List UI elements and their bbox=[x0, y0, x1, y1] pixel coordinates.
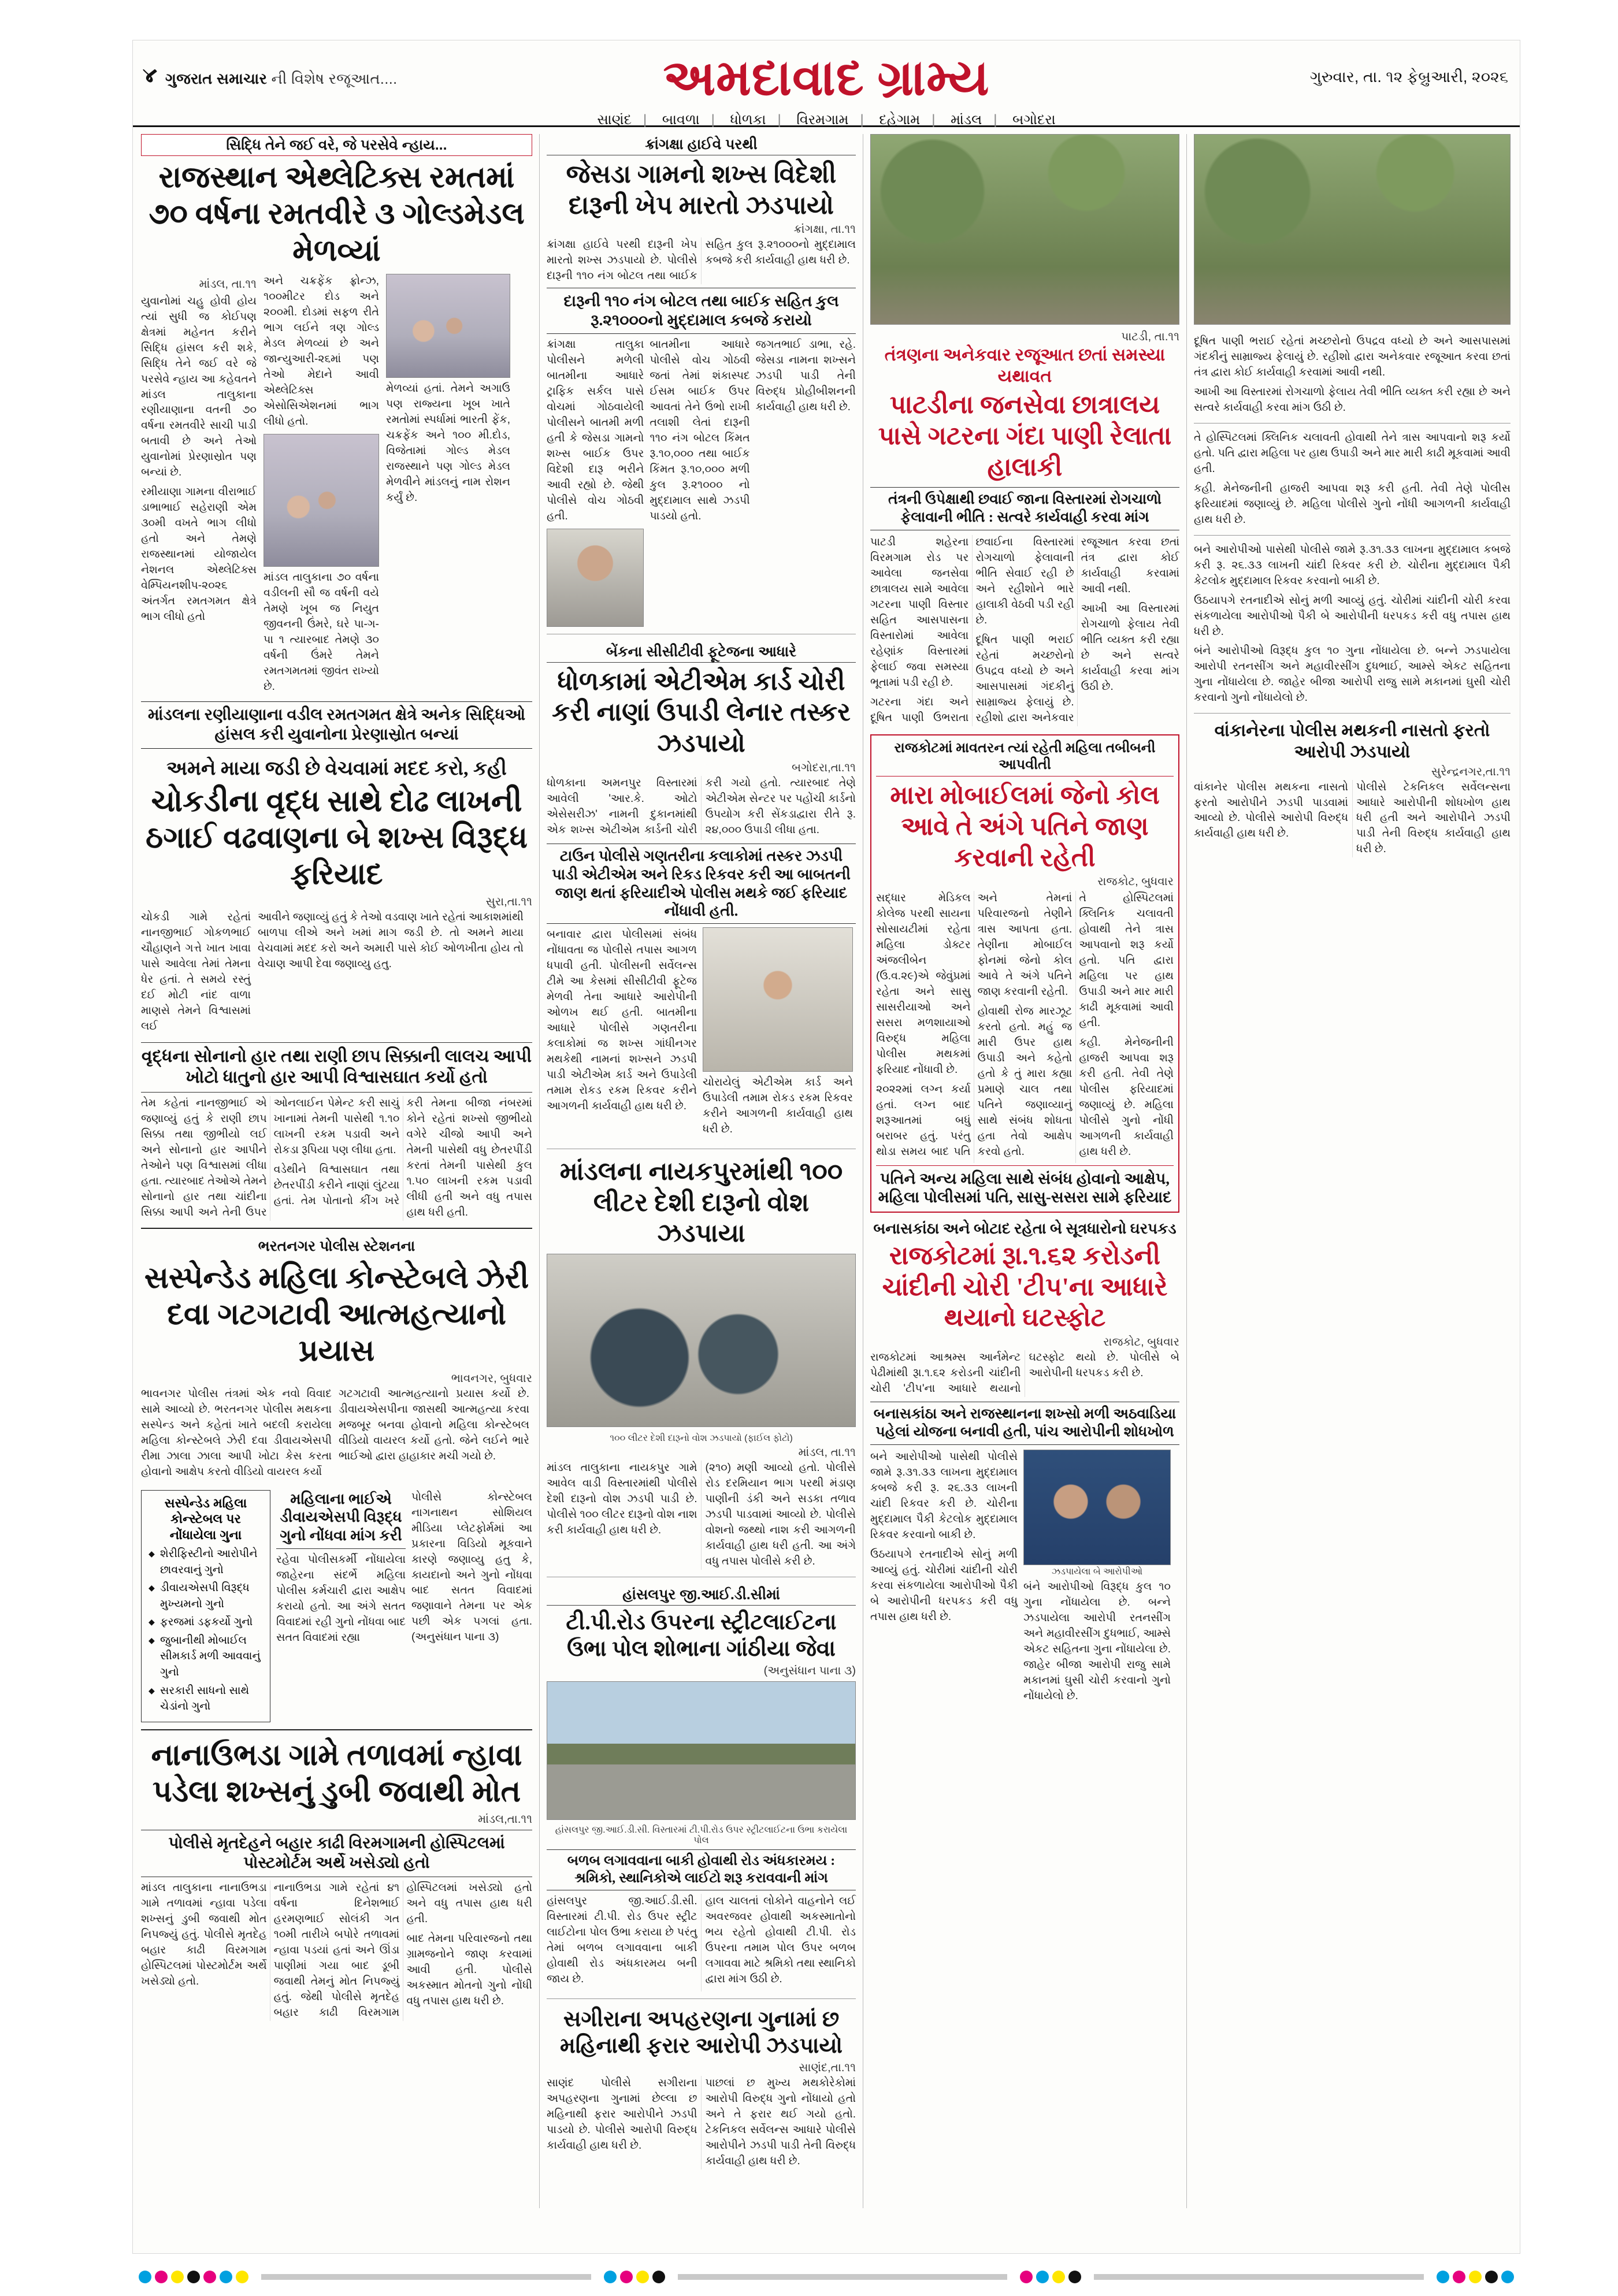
color-dots-mid2 bbox=[1020, 2271, 1081, 2283]
article-athletics bbox=[141, 134, 532, 749]
article-streetlight-p2: હાલ ચાલતાં લોકોને વાહનોને લઈ અવરજવર હોવાથી અકસ્માતોનો ભય રહેતો હોવાથી ટી.પી. રોડ ઉપરના તમામ પોલ ઉપર બળબ લગાવવા માટે શ્રમિકો તથા સ્થાનિકો દ્વારા માંગ ઉઠી છે. bbox=[705, 1894, 856, 1985]
article-streetlight-byline: (અનુસંધાન પાના ૩) bbox=[763, 1665, 856, 1678]
masthead-brand-rest: ની વિશેષ રજૂઆત.... bbox=[267, 70, 398, 87]
article-fraud-p2: આવીને જણાવ્યું હતું કે તેઓ વડવાણ ખાતે રહેતાં આકાશમાંથી બાળપા લીએ અને ખમાં માગ જડી છે. તો અમને માયા વેચવામાં મદદ કરો અને અમારી પાસે કોઈ ઓળખીતા હોય તો વેચાણ આપી દેવા જણાવ્યુ હતુ. bbox=[258, 911, 524, 970]
article-rajkotwoman-headline: મારા મોબાઈલમાં જેનો કોલ આવે તે અંગે પતિને જાણ કરવાની રહેતી bbox=[890, 781, 1160, 872]
article-vankaner-headline: વાંકાનેરના પોલીસ મથકની નાસતો ફરતો આરોપી ઝડપાયો bbox=[1214, 721, 1490, 761]
article-drowning-subhead: પોલીસે મૃતદેહને બહાર કાઢી વિરમગામની હોસ્પિટલમાં પોસ્ટમોર્ટમ અર્થે ખસેડ્યો હતો bbox=[141, 1830, 532, 1877]
article-silver-cont-p3: બંને આરોપીઓ વિરૂદ્ધ કુલ ૧૦ ગુના નોંધાયેલા છે. બન્ને ઝડપાયેલા આરોપી રતનસીંગ અને મહાવીરસીંગ દુધભાઈ, આમ્સે એકટ સહિતના ગુના નોંધાયેલા છે. જાહેર બીજા આરોપી રાજુ સામે મકાનમાં ઘુસી ચોરી કરવાનો ગુનો નોંધાયેલો છે. bbox=[1194, 645, 1511, 704]
hostel-photo-2 bbox=[1194, 134, 1511, 325]
article-hostel-headline: પાટડીના જનસેવા છાત્રાલય પાસે ગટરના ગંદા પાણી રેલાતા હાલાકી bbox=[878, 391, 1172, 481]
article-constable-p3: પોલીસે કોન્સ્ટેબલ નાગનાથન સોશિયલ મીડિયા પ્લેટફોર્મમાં આ પ્રકારના વિડિયો મૂકવાને કારણે જણાવ્યુ હતુ કે, કાયદાનો અને ગુનો નોંધવા બાદ સતત વિવાદમાં જણાવાને તેમના પર એક પછી એક પગલાં હતા. (અનુસંધાન પાના ૩) bbox=[411, 1491, 532, 1644]
article-liquorwash-p1: માંડલ તાલુકાના નાયકપુર ગામે આવેલ વાડી વિસ્તારમાંથી પોલીસે દેશી દારૂનો વોશ ઝડપી પાડી છે. પોલીસે ૧૦૦ લીટર દારૂનો વોશ નાશ કરી કાર્યવાહી હાથ ધરી છે. bbox=[547, 1461, 697, 1536]
article-highway-subhead: દારૂની ૧૧૦ નંગ બોટલ તથા બાઈક સહિત કુલ રૂ.૨૧૦૦૦નો મુદ્દામાલ કબજે કરાયો bbox=[547, 288, 856, 334]
charge-item: ◆ સરકારી સાધનો સાથે ચેડાંનો ગુનો bbox=[160, 1683, 264, 1715]
article-athletics-p2: રમીયાણા ગામના વીરાભાઈ ડાભાભાઈ સહેરાણી એમ ૩૦મી વખતે ભાગ લીધો હતો અને તેમણે રાજસ્થાનમાં યોજાયેલ નેશનલ એથ્લેટિક્સ વેમ્પિયનશીપ-૨૦૨૬ અંતર્ગત રમતગમત ક્ષેત્રે ભાગ લીધો હતો bbox=[141, 486, 257, 623]
charge-item: ◆ જુબાનીથી મોબાઈલ સીમકાર્ડ મળી આવવાનું ગુનો bbox=[160, 1633, 264, 1681]
charge-item: ◆ ડીવાયએસપી વિરૂદ્ધ મુખ્યમનો ગુનો bbox=[160, 1580, 264, 1612]
article-atm-byline: બગોદરા,તા.૧૧ bbox=[792, 761, 856, 774]
article-silver-byline: રાજકોટ, બુધવાર bbox=[1103, 1336, 1179, 1349]
article-silver-cont bbox=[1194, 543, 1511, 707]
divider-6 bbox=[547, 1998, 856, 1999]
article-hostel-cont bbox=[1194, 334, 1511, 416]
town-0: સાણંદ bbox=[597, 112, 632, 128]
color-dots-mid bbox=[604, 2271, 665, 2283]
article-hostel-kicker: તંત્રણના અનેકવાર રજૂઆત છતાં સમસ્યા યથાવત bbox=[884, 345, 1166, 386]
article-fraud-p1: ચોકડી ગામે રહેતાં નાનજીભાઈ ગોકળભાઈ ચૌહાણને ગત્તે ખાત ખાવા પાસે આવેલા તેમાં તેમના ધેર હતાં. તે સમયે રસ્તું દઈ મોટી નાંદ વાળા માણસે તેમને વિશ્વાસમાં લઈ bbox=[141, 911, 251, 1032]
article-rajkotwoman-kicker: રાજકોટમાં માવતરન ત્યાં રહેતી મહિલા તબીબની આપવીતી bbox=[876, 740, 1174, 777]
article-fraud-p4: વડેથીને વિશ્વાસઘાત તથા છેતરપીંડી કરીને નાણાં લુંટયા હતાં. તેમ પોતાનો કીંગ ખરે કરી તેમના બીજા નંબરમાં કોને રહેતાં શખ્સો જીભીયો વગેરે ચીજો આપી અને તેમની પાસેથી વધુ છેતરપીંડી કરતાં તેમની પાસેથી કુલ ૧.૫૦ લાખની રકમ પડાવી લીધી હતી અને વધુ તપાસ હાથ ધરી હતી. bbox=[273, 1097, 532, 1218]
article-liquorwash-photo-caption: ૧૦૦ લીટર દેશી દારૂનો વોશ ઝડપાયો (ફાઈલ ફોટો) bbox=[610, 1433, 793, 1443]
article-highway-kicker: ક્રાંગક્ષા હાઈવે પરથી bbox=[547, 134, 856, 155]
article-athletics-p4: માંડલ તાલુકાના ૭૦ વર્ષના વડીલની સૌ જ વર્ષની વયે તેમણે ખૂબ જ નિયુત જીવનની ઉંમરે, ઘરે પા-ગ-પા ૧ ત્યારબાદ તેમણે ૩૦ વર્ષની ઉંમરે તેમને રમતગમતમાં જીવંત રાખ્યો છે. bbox=[264, 571, 379, 693]
article-silver-photo-caption: ઝડપાયેલા બે આરોપીઓ bbox=[1051, 1567, 1143, 1577]
registration-color-bar bbox=[139, 2269, 1514, 2284]
article-silver-p2: બને આરોપીઓ પાસેથી પોલીસે જામે રૂ.૩૧.૩૩ લાખના મુદ્દામાલ કબજે કરી રૂ. ૨૬.૩૩ લાખની ચાંદી રિકવર કરી છે. ચોરીના મુદ્દામાલ પૈકી કેટલોક મુદ્દામાલ રિકવર કરવાનો બાકી છે. bbox=[870, 1451, 1018, 1541]
divider-2 bbox=[141, 1729, 532, 1730]
article-highway-p4: જગતભાઈ ડાભા, રહે. જેસડા નામના શખ્સને ઝડપી પાડી તેની વિરુદ્ધ પ્રોહીબીશનની કાર્યવાહી હાથ ધરી છે. bbox=[755, 339, 856, 413]
article-athletics-p3: અને ચક્રફેંક ફ્રોન્ઝ, ૧૦૦મીટર દોડ અને ૨૦૦મી. દોડમાં સફળ રીતે ભાગ લઈને ત્રણ ગોલ્ડ મેડલ મેળવ્યાં છે અને જાન્યુઆરી-૨૬માં પણ તેઓ મેદાને આવી એથ્લેટિક્સ એસોસિએશનમાં ભાગ લીધો હતો. bbox=[264, 275, 379, 428]
article-highway-liquor bbox=[547, 134, 856, 627]
article-hostel-cont-p2: આખી આ વિસ્તારમાં રોગચાળો ફેલાય તેવી ભીતિ વ્યક્ત કરી રહ્યા છે અને સત્વરે કાર્યવાહી કરવા માંગ ઉઠી છે. bbox=[1194, 385, 1511, 414]
masthead-left bbox=[143, 62, 397, 90]
article-drowning-byline: માંડલ,તા.૧૧ bbox=[478, 1812, 532, 1826]
article-silver-p1: રાજકોટમાં આશ્રમ્સ આર્નમેન્ટ પેઢીમાંથી રૂા.૧.૬૨ કરોડની ચાંદીની ચોરી 'ટીપ'ના આધારે થયાનો ઘટસ્ફોટ થયો છે. પોલીસે બે આરોપીની ધરપકડ કરી છે. bbox=[870, 1351, 1179, 1395]
article-fraud bbox=[141, 757, 532, 1220]
content-grid bbox=[133, 128, 1520, 2208]
article-atm-theft bbox=[547, 641, 856, 1142]
article-rajkotwoman-p5: કહી. મેનેજનીની હાજરી આપવા શરૂ કરી હતી. તેવી તેણે પોલીસ ફરિયાદમાં જણાવ્યું છે. મહિલા પોલીસે ગુનો નોંધી આગળની કાર્યવાહી હાથ ધરી છે. bbox=[1079, 1036, 1174, 1158]
article-athletics-kicker: સિદ્ધિ તેને જઈ વરે, જે પરસેવે ન્હાય... bbox=[141, 134, 532, 156]
article-fraud-headline: ચોકડીના વૃદ્ધ સાથે દોઢ લાખની ઠગાઈ વઢવાણના બે શખ્સ વિરૂદ્ધ ફરિયાદ bbox=[146, 785, 528, 891]
article-silver-headline: રાજકોટમાં રૂા.૧.૬૨ કરોડની ચાંદીની ચોરી 'ટીપ'ના આધારે થયાનો ઘટસ્ફોટ bbox=[882, 1242, 1168, 1332]
masthead-subtitle bbox=[165, 70, 397, 88]
article-vankaner-byline: સુરેન્દ્રનગર,તા.૧૧ bbox=[1431, 765, 1511, 778]
column-2 bbox=[540, 134, 863, 2208]
article-hostel-cont-p1: દૂષિત પાણી ભરાઈ રહેતાં મચ્છરોનો ઉપદ્રવ વધ્યો છે અને આસપાસમાં ગંદકીનું સામ્રાજ્ય ફેલાયું છે. રહીશો દ્વારા અનેકવાર રજૂઆત કરવા છતાં તંત્ર દ્વારા કોઈ કાર્યવાહી કરવામાં આવી નથી. bbox=[1194, 335, 1511, 378]
article-drowning-p1: માંડલ તાલુકાના નાનાઉભડા ગામે તળાવમાં ન્હાવા પડેલા શખ્સનું ડુબી જવાથી મોત નિપજ્યું હતું. પોલીસે મૃતદેહ બહાર કાઢી વિરમગામ હોસ્પિટલમાં પોસ્ટમોર્ટમ અર્થે ખસેડ્યો હતો. bbox=[141, 1881, 267, 1987]
article-rajkotwoman-p3: હોવાથી રોજ મારઝૂટ કરતો હતો. મહું જ મારી ઉપર હાથ ઉપાડી અને કહેતો હતો કે તું મારા કહ્યા પ્રમાણે ચાલ તથા પતિને જણાવ્યાનું સાથે સંબંધ શોધતા હતા તેવો આક્ષેપ કરવો હતો. bbox=[977, 1005, 1073, 1158]
article-atm-headline: ધોળકામાં એટીએમ કાર્ડ ચોરી કરી નાણાં ઉપાડી લેનાર તસ્કર ઝડપાયો bbox=[552, 667, 851, 758]
article-fraud-subhead: વૃદ્ધના સોનાનો હાર તથા રાણી છાપ સિક્કાની લાલચ આપી ખોટો ધાતુનો હાર આપી વિશ્વાસઘાત કર્યો હતો bbox=[141, 1042, 532, 1093]
article-highway-headline: જેસડા ગામનો શખ્સ વિદેશી દારૂની ખેપ મારતો ઝડપાયો bbox=[566, 160, 837, 220]
article-athletics-photo bbox=[264, 434, 379, 567]
town-2: ધોળકા bbox=[730, 112, 766, 128]
column-4 bbox=[1187, 134, 1511, 2208]
article-athletics-photo-2 bbox=[386, 274, 510, 378]
article-liquorwash-byline: માંડલ, તા.૧૧ bbox=[798, 1446, 856, 1459]
article-atm-p4: ચોરાયેલું એટીએમ કાર્ડ અને ઉપાડેલી તમામ રોકડ રકમ રિકવર કરીને આગળની કાર્યવાહી હાથ ધરી છે. bbox=[703, 1076, 853, 1135]
article-hostel-p3: દૂષિત પાણી ભરાઈ રહેતાં મચ્છરોનો ઉપદ્રવ વધ્યો છે અને આસપાસમાં ગંદકીનું સામ્રાજ્ય ફેલાયું છે. રહીશો દ્વારા અનેકવાર રજૂઆત કરવા છતાં તંત્ર દ્વારા કોઈ કાર્યવાહી કરવામાં આવી નથી. bbox=[975, 536, 1179, 724]
masthead bbox=[133, 40, 1520, 127]
page-number: ४ bbox=[143, 63, 160, 89]
article-liquorwash-headline: માંડલના નાયકપુરમાંથી ૧૦૦ લીટર દેશી દારૂનો વોશ ઝડપાયા bbox=[559, 1157, 843, 1248]
article-silver-subhead: બનાસકાંઠા અને રાજસ્થાનના શખ્સો મળી અઠવાડિયા પહેલાં યોજના બનાવી હતી, પાંચ આરોપીની શોધખોળ bbox=[870, 1402, 1179, 1445]
article-constable-charges-box bbox=[141, 1490, 270, 1722]
article-fraud-kicker: અમને માયા જડી છે વેચવામાં મદદ કરો, કહી bbox=[166, 758, 507, 780]
color-dots-right bbox=[1437, 2271, 1514, 2283]
article-atm-subhead: ટાઉન પોલીસે ગણતરીના કલાકોમાં તસ્કર ઝડપી પાડી એટીએમ અને રિકડ રિકવર કરી આ બાબતની જાણ થતાં ફરિયાદીએ પોલીસ મથકે જઈ ફરિયાદ નોંધાવી હતી. bbox=[547, 844, 856, 924]
article-drowning-headline: નાનાઉભડા ગામે તળાવમાં ન્હાવા પડેલા શખ્સનું ડુબી જવાથી મોત bbox=[151, 1738, 522, 1809]
article-rajkotwoman-cont bbox=[1194, 430, 1511, 528]
article-hostel-p1: પાટડી શહેરના વિરમગામ રોડ પર આવેલા જનસેવા છાત્રાલય સામે આવેલા ગટરના પાણી વિસ્તાર સહિત આસપાસના વિસ્તારોમાં આવેલા રહેણાંક વિસ્તારમાં ફેલાઈ જવા સમસ્યા ભૂતામાં પડી રહી છે. bbox=[870, 536, 969, 689]
article-fraud-byline: સુરા,તા.૧૧ bbox=[485, 895, 532, 908]
charge-item: ◆ શેરીફિસ્ટીનો આરોપીને છાવરવાનું ગુનો bbox=[160, 1546, 264, 1578]
article-athletics-byline: માંડલ, તા.૧૧ bbox=[199, 278, 257, 291]
article-constable-p2: ગટગટાવી આત્મહત્યાનો પ્રયાસ કર્યો છે. ડીવાયએસપીના જાસથી આત્મહત્યા કરવા મજબૂર બનવા હોવાનો મહિલા કોન્સ્ટેબલ વીડિયો વાયરલ કર્યો હતો. જેને લઈને ભારે ભાઈઓ દ્વારા હાહાકાર મચી ગયો છે. bbox=[339, 1387, 529, 1462]
article-liquorwash-p2: (૨૧૦) મણી આવ્યો હતો. પોલીસે રોડ દરમિયાન ભાગ પરથી મંડાણ પાણીની ડંકી અને સડકા તળાવ ઝડપી પાડવામાં આવ્યો છે. પોલીસે વોશનો જથ્થો નાશ કરી આગળની કાર્યવાહી હાથ ધરી હતી. આ અંગે વધુ તપાસ પોલીસે કરી છે. bbox=[705, 1461, 856, 1567]
charges-box-title: સસ્પેન્ડેડ મહિલા કોન્સ્ટેબલ પર નોંધાયેલા ગુના bbox=[164, 1495, 247, 1542]
issue-date: ગુરુવાર, તા. ૧૨ ફેબ્રુઆરી, ૨૦૨૬ bbox=[1309, 68, 1508, 86]
article-silver-photo bbox=[1023, 1450, 1171, 1565]
article-rajkot-woman bbox=[870, 734, 1179, 1213]
article-atm-p3: બનાવાર દ્વારા પોલીસમાં સંબંધ નોંધાવતા જ પોલીસે તપાસ આગળ ધપાવી હતી. પોલીસની સર્વેલન્સ ટીમે આ કેસમાં સીસીટીવી ફૂટેજ મેળવી તેના આધારે આરોપીની ઓળખ થઈ હતી. બાતમીના આધારે પોલીસે ગણતરીના કલાકોમાં જ શખ્સ ગાંધીનગર મથકેથી નામનાં શખ્સને ઝડપી પાડી એટીએમ કાર્ડ અને ઉપાડેલી તમામ રોકડ રકમ રિકવર કરીને આગળની કાર્યવાહી હાથ ધરી છે. bbox=[547, 928, 697, 1112]
article-hostel-subhead: તંત્રની ઉપેક્ષાથી છવાઈ જાના વિસ્તારમાં રોગચાળો ફેલાવાની ભીતિ : સત્વરે કાર્યવાહી કરવા માંગ bbox=[870, 487, 1179, 530]
article-street-light bbox=[547, 1584, 856, 1992]
article-drowning bbox=[141, 1737, 532, 2021]
article-silver-p4: બંને આરોપીઓ વિરૂદ્ધ કુલ ૧૦ ગુના નોંધાયેલા છે. બન્ને ઝડપાયેલા આરોપી રતનસીંગ અને મહાવીરસીંગ દુધભાઈ, આમ્સે એકટ સહિતના ગુના નોંધાયેલા છે. જાહેર બીજા આરોપી રાજુ સામે મકાનમાં ઘુસી ચોરી કરવાનો ગુનો નોંધાયેલો છે. bbox=[1023, 1581, 1171, 1702]
town-5: માંડલ bbox=[951, 112, 982, 128]
article-constable-demand bbox=[276, 1490, 406, 1722]
article-vankaner-p1: વાંકાનેર પોલીસ મથકના નાસતો ફરતો આરોપીને ઝડપી પાડવામાં આવ્યો છે. પોલીસે આરોપી વિરુદ્ધ કાર્યવાહી હાથ ધરી છે. bbox=[1194, 781, 1348, 840]
article-highway-photo bbox=[547, 529, 644, 627]
article-liquorwash-photo bbox=[547, 1254, 856, 1427]
column-1 bbox=[141, 134, 540, 2208]
divider-8 bbox=[1194, 535, 1511, 536]
article-streetlight-photo bbox=[547, 1681, 856, 1820]
article-vankaner bbox=[1194, 720, 1511, 857]
article-drowning-p3: બાદ તેમના પરિવારજનો તથા ગ્રામજનોને જાણ કરવામાં આવી હતી. પોલીસે અકસ્માત મોતનો ગુનો નોંધી વધુ તપાસ હાથ ધરી છે. bbox=[406, 1932, 532, 2007]
article-atm-kicker: બેંકના સીસીટીવી ફૂટેજના આધારે bbox=[547, 641, 856, 663]
article-silver-kicker: બનાસકાંઠા અને બોટાદ રહેતા બે સૂત્રધારોનો ઘરપકડ bbox=[873, 1220, 1177, 1238]
article-hostel-p4: આખી આ વિસ્તારમાં રોગચાળો ફેલાય તેવી ભીતિ વ્યક્ત કરી રહ્યા છે અને સત્વરે કાર્યવાહી કરવા માંગ ઉઠી છે. bbox=[1081, 603, 1179, 693]
town-6: બગોદરા bbox=[1012, 112, 1056, 128]
page-title: અમદાવાદ ગ્રામ્ય bbox=[663, 50, 990, 106]
article-athletics-caption: માંડલના રણીયાણાના વડીલ રમતગમત ક્ષેત્રે અનેક સિદ્ધિઓ હાંસલ કરી યુવાનોના પ્રેરણાસ્રોત બન્યાં bbox=[141, 701, 532, 749]
article-athletics-p1: યુવાનોમાં ચહુ હોવી હોય ત્યાં સુધી જ કોઈપણ ક્ષેત્રમાં મહેનત કરીને સિદ્ધિ હાંસલ કરી શકે, સિદ્ધિ તેને જઈ વરે જે પરસેવે ન્હાય આ કહેવતને માંડલ તાલુકાના રણીયાણાના વતની ૭૦ વર્ષના રમતવીરે સાચી પાડી બતાવી છે અને તેઓ યુવાનોમાં પ્રેરણાસ્રોત પણ બન્યાં છે. bbox=[141, 295, 257, 479]
article-streetlight-kicker: હાંસલપુર જી.આઈ.ડી.સીમાં bbox=[547, 1584, 856, 1606]
article-kidnap-p2: પાછલાં છ મુખ્ય મથકોરેકોમાં આરોપી વિરુદ્ધ ગુનો નોંધાયો હતો અને તે ફરાર થઈ ગયો હતો. ટેકનિકલ સર્વેલન્સ આધારે પોલીસે આરોપીને ઝડપી પાડી તેની વિરુદ્ધ કાર્યવાહી હાથ ધરી છે. bbox=[705, 2077, 856, 2168]
charge-item: ◆ ફરજમાં ડફકર્યો ગુનો bbox=[160, 1614, 264, 1630]
article-constable-kicker: ભરતનગર પોલીસ સ્ટેશનના bbox=[258, 1238, 415, 1254]
edition-towns: સાણંદ | બાવળા | ધોળકા | વિરમગામ | દહેગામ | માંડલ | બગોદરા bbox=[597, 112, 1056, 128]
article-rajkotwoman-byline: રાજકોટ, બુધવાર bbox=[1097, 875, 1174, 889]
town-4: દહેગામ bbox=[879, 112, 921, 128]
town-1: બાવળા bbox=[662, 112, 700, 128]
article-rajkotwoman-cont-p2: કહી. મેનેજનીની હાજરી આપવા શરૂ કરી હતી. તેવી તેણે પોલીસ ફરિયાદમાં જણાવ્યું છે. મહિલા પોલીસે ગુનો નોંધી આગળની કાર્યવાહી હાથ ધરી છે. bbox=[1194, 482, 1511, 526]
color-dots-left bbox=[139, 2271, 248, 2283]
article-athletics-p5: મેળવ્યાં હતાં. તેમને અગાઉ પણ રાજ્યના ખૂબ ખાતે રમતોમાં સ્પર્ધામાં ભારતી ફેંક, ચક્રફેંક અને ૧૦૦ મી.દોડ, વિજેતામાં ગોલ્ડ મેડલ રાજસ્થાને પણ ગોલ્ડ મેડલ મેળવીને માંડલનું નામ રોશન કર્યું છે. bbox=[386, 382, 510, 504]
article-silver-cont-p2: ઉઠયાપગે રતનાદીએ સોનું મળી આવ્યું હતું. ચોરીમાં ચાંદીની ચોરી કરવા સંકળાયેલા આરોપીઓ પૈકી બે આરોપીની ધરપકડ કરી વધુ તપાસ હાથ ધરી છે. bbox=[1194, 594, 1511, 638]
article-liquor-wash bbox=[547, 1156, 856, 1570]
article-drowning-p2: નાનાઉભડા ગામે રહેતાં ૪૧ વર્ષના દિનેશભાઈ હરમણભાઈ સોલંકી ગત ૧૦મી તારીખે બપોરે તળાવમાં ન્હાવા પડયાં હતાં અને ઊંડા પાણીમાં ગયા બાદ ડૂબી જવાથી તેમનું મોત નિપજ્યું હતું. જેથી પોલીસે મૃતદેહ બહાર કાઢી વિરમગામ હોસ્પિટલમાં ખસેડ્યો હતો અને વધુ તપાસ હાથ ધરી હતી. bbox=[273, 1881, 532, 2019]
demand-title: મહિલાના ભાઈએ ડીવાયએસપી વિરૂદ્ધ ગુનો નોંધવા માંગ કરી bbox=[276, 1490, 406, 1549]
article-silver-cont-p1: બને આરોપીઓ પાસેથી પોલીસે જામે રૂ.૩૧.૩૩ લાખના મુદ્દામાલ કબજે કરી રૂ. ૨૬.૩૩ લાખની ચાંદી રિકવર કરી છે. ચોરીના મુદ્દામાલ પૈકી કેટલોક મુદ્દામાલ રિકવર કરવાનો બાકી છે. bbox=[1194, 543, 1511, 587]
article-constable bbox=[141, 1236, 532, 1722]
article-streetlight-photo-caption: હાંસલપુર જી.આઈ.ડી.સી. વિસ્તારમાં ટી.પી.રોડ ઉપર સ્ટ્રીટલાઈટના ઉભા કરાયેલા પોલ bbox=[555, 1825, 848, 1846]
article-vankaner-p2: પોલીસે ટેકનિકલ સર્વેલન્સના આધારે આરોપીની શોધખોળ હાથ ધરી હતી અને આરોપીને ઝડપી પાડી તેની વિરુદ્ધ કાર્યવાહી હાથ ધરી છે. bbox=[1356, 781, 1511, 856]
article-rajkotwoman-caption: પતિને અન્ય મહિલા સાથે સંબંધ હોવાનો આક્ષેપ, મહિલા પોલીસમાં પતિ, સાસુ-સસરા સામે ફરિયાદ bbox=[876, 1165, 1174, 1208]
article-kidnap bbox=[547, 2006, 856, 2170]
article-streetlight-subhead: બળબ લગાવવાના બાકી હોવાથી રોડ અંધકારમય : શ્રમિકો, સ્થાનિકોએ લાઈટો શરૂ કરાવવાની માંગ bbox=[547, 1849, 856, 1890]
article-constable-p1: ભાવનગર પોલીસ તંત્રમાં એક નવો વિવાદ સામે આવ્યો છે. ભરતનગર પોલીસ મથકના સસ્પેન્ડ અને કહેતાં ખાતે બદલી કરાયેલા મહિલા કોન્સ્ટેબલે ઝેરી દવા ડીવાયએસપી રીમા ઝાલા ઝાલા આપી ખોટા કેસ કરતા હોવાનો આક્ષેપ કરતો વીડિયો વાયરલ કર્યો bbox=[141, 1387, 332, 1478]
article-kidnap-headline: સગીરાના અપહરણના ગુનામાં છ મહિનાથી ફરાર આરોપી ઝડપાયો bbox=[559, 2007, 843, 2059]
article-highway-p2: ક્રાંગક્ષા તાલુકા પોલીસને મળેલી બાતમીના આધારે ટ્રાફિક સર્કલ પાસે વોચમાં ગોઠવાયેલી પોલીસને બાતમી મળી હતી કે જેસડા ગામનો શખ્સ બાઈક ઉપર વિદેશી દારૂ ભરીને આવી રહ્યો છે. જેથી પોલીસે વોચ ગોઠવી હતી. bbox=[547, 339, 644, 522]
town-3: વિરમગામ bbox=[796, 112, 849, 128]
article-kidnap-p1: સાણંદ પોલીસે સગીરાના અપહરણના ગુનામાં છેલ્લા છ મહિનાથી ફરાર આરોપીને ઝડપી પાડયો છે. પોલીસે આરોપી વિરુદ્ધ કાર્યવાહી હાથ ધરી છે. bbox=[547, 2077, 697, 2152]
article-kidnap-byline: સાણંદ,તા.૧૧ bbox=[799, 2061, 856, 2075]
article-highway-p1: ક્રાંગક્ષા હાઈવે પરથી દારૂની ખેપ મારતો શખ્સ ઝડપાયો છે. પોલીસે દારૂની ૧૧૦ નંગ બોટલ તથા બાઈક સહિત કુલ રૂ.૨૧૦૦૦નો મુદ્દામાલ કબજે કરી કાર્યવાહી હાથ ધરી છે. bbox=[547, 239, 856, 283]
article-athletics-headline: રાજસ્થાન એથ્લેટિક્સ રમતમાં ૭૦ વર્ષના રમતવીરે ૩ ગોલ્ડમેડલ મેળવ્યાં bbox=[149, 161, 525, 268]
article-rajkotwoman-p2: ૨૦૨૨માં લગ્ન કર્યા હતાં. લગ્ન બાદ શરૂઆતમાં બધું બરાબર હતું. પરંતુ થોડા સમય બાદ પતિ અને તેમનાં પરિવારજનો તેણીને ત્રાસ આપતા હતા. તેણીના મોબાઈલ ફોનમાં જેનો કોલ આવે તે અંગે પતિને જાણ કરવાની રહેતી. bbox=[876, 892, 1073, 1158]
column-3 bbox=[863, 134, 1187, 2208]
article-atm-p1: ધોળકાના અમનપુર વિસ્તારમાં આવેલી 'આર.કે. ઓટો એસેસરીઝ' નામની દુકાનમાંથી એક શખ્સ એટીએમ કાર્ડની ચોરી કરી ગયો હતો. ત્યારબાદ તેણે એટીએમ સેન્ટર પર પહોંચી કાર્ડનો ઉપયોગ કરી સેંકડાદ્વારા રીતે રૂ. ૨૪,૦૦૦ ઉપાડી લીધા હતા. bbox=[547, 777, 856, 836]
newspaper-sheet bbox=[133, 40, 1520, 2253]
article-constable-right bbox=[411, 1490, 532, 1722]
article-silver-p3: ઉઠયાપગે રતનાદીએ સોનું મળી આવ્યું હતું. ચોરીમાં ચાંદીની ચોરી કરવા સંકળાયેલા આરોપીઓ પૈકી બે આરોપીની ધરપકડ કરી વધુ તપાસ હાથ ધરી છે. bbox=[870, 1548, 1018, 1623]
article-constable-headline: સસ્પેન્ડેડ મહિલા કોન્સ્ટેબલે ઝેરી દવા ગટગટાવી આત્મહત્યાનો પ્રયાસ bbox=[144, 1261, 529, 1368]
article-constable-byline: ભાવનગર, બુધવાર bbox=[451, 1372, 532, 1385]
divider-1 bbox=[141, 1228, 532, 1229]
article-streetlight-p1: હાંસલપુર જી.આઈ.ડી.સી. વિસ્તારમાં ટી.પી. રોડ ઉપર સ્ટ્રીટ લાઈટોના પોલ ઉભા કરાયા છે પરંતુ તેમાં બળબ લગાવવાના બાકી હોવાથી રોડ અંધકારમય બની જાય છે. bbox=[547, 1894, 697, 1985]
article-highway-byline: ક્રાંગક્ષા, તા.૧૧ bbox=[793, 223, 856, 236]
divider-9 bbox=[1194, 713, 1511, 714]
masthead-brand: ગુજરાત સમાચાર bbox=[165, 70, 268, 87]
hostel-photo bbox=[870, 134, 1179, 325]
article-rajkotwoman-cont-p1: તે હોસ્પિટલમાં ક્લિનિક ચલાવતી હોવાથી તેને ત્રાસ આપવાનો શરૂ કર્યો હતો. પતિ દ્વારા મહિલા પર હાથ ઉપાડી અને માર મારી કાઢી મૂકવામાં આવી હતી. bbox=[1194, 431, 1511, 475]
article-hostel-p2: ગટરના ગંદા અને દૂષિત પાણી ઉભરાતા છવાઈના વિસ્તારમાં રોગચાળો ફેલાવાની ભીતિ સેવાઈ રહી છે અને રહીશોને ભારે હાલાકી વેઠવી પડી રહી છે. bbox=[870, 536, 1074, 724]
article-hostel-dateline: પાટડી, તા.૧૧ bbox=[1121, 330, 1179, 343]
article-fraud-p3: તેમ કહેતાં નાનજીભાઈ એ જણાવ્યું હતું કે રાણી છાપ સિક્કા તથા જીભીયો લઈ અને સોનાનો હાર આપીને તેઓને પણ વિશ્વાસમાં લીધા હતા. ત્યારબાદ તેઓએ તેમને સોનાનો હાર તથા ચાંદીના સિક્કા આપી અને તેની ઉપર ઓનલાઈન પેમેન્ટ કરી સાચું ખાનામાં તેમની પાસેથી ૧.૧૦ લાખની રકમ પડાવી અને રોકડા રૂપિયા પણ લીધા હતા. bbox=[141, 1097, 400, 1218]
article-rajkotwoman-p4: તે હોસ્પિટલમાં ક્લિનિક ચલાવતી હોવાથી તેને ત્રાસ આપવાનો શરૂ કર્યો હતો. પતિ દ્વારા મહિલા પર હાથ ઉપાડી અને માર મારી કાઢી મૂકવામાં આવી હતી. bbox=[1079, 892, 1174, 1030]
article-atm-photo bbox=[703, 927, 853, 1072]
article-highway-p3: બાતમીના આધારે પોલીસે વોચ ગોઠવી જતાં તેમાં શંકાસ્પદ ઈસમ બાઈક ઉપર આવતાં તેને ઉભો રાખી તલાશી લેતાં દારૂની ૧૧૦ નંગ બોટલ કિંમત રૂ.૧૦,૦૦૦ તથા બાઈક કિંમત રૂ.૧૦,૦૦૦ મળી કુલ રૂ.૨૧૦૦૦ નો મુદ્દામાલ સાથે ઝડપી પાડયો હતો. bbox=[650, 339, 750, 522]
article-streetlight-headline: ટી.પી.રોડ ઉપરના સ્ટ્રીટલાઈટના ઉભા પોલ શોભાના ગાંઠીયા જેવા bbox=[566, 1610, 837, 1662]
article-hostel bbox=[870, 330, 1179, 726]
article-rajkotwoman-p1: સદ્ધાર મેડિકલ કોલેજ પરથી સાયના સોસાયટીમાં રહેતા મહિલા ડોક્ટર અંજલીબેન (ઉ.વ.૨૯)એ જેવુંપ્રમાં રહેતા અને સાસુ સાસરીયાઓ અને સસરા મળશાયાઓ વિરુદ્ધ મહિલા પોલીસ મથકમાં ફરિયાદ નોંધાવી છે. bbox=[876, 892, 971, 1076]
article-silver-theft bbox=[870, 1220, 1179, 1708]
demand-body: રહેવા પોલીસકર્મી નોંધાયેલા જાહેરના સંદર્ભે મહિલા પોલીસ કર્મચારી દ્વારા આક્ષેપ કરાયો હતો. આ અંગે સતત વિવાદમાં રહી ગુનો નોંધવા બાદ સતત વિવાદમાં રહ્યા bbox=[276, 1553, 406, 1644]
